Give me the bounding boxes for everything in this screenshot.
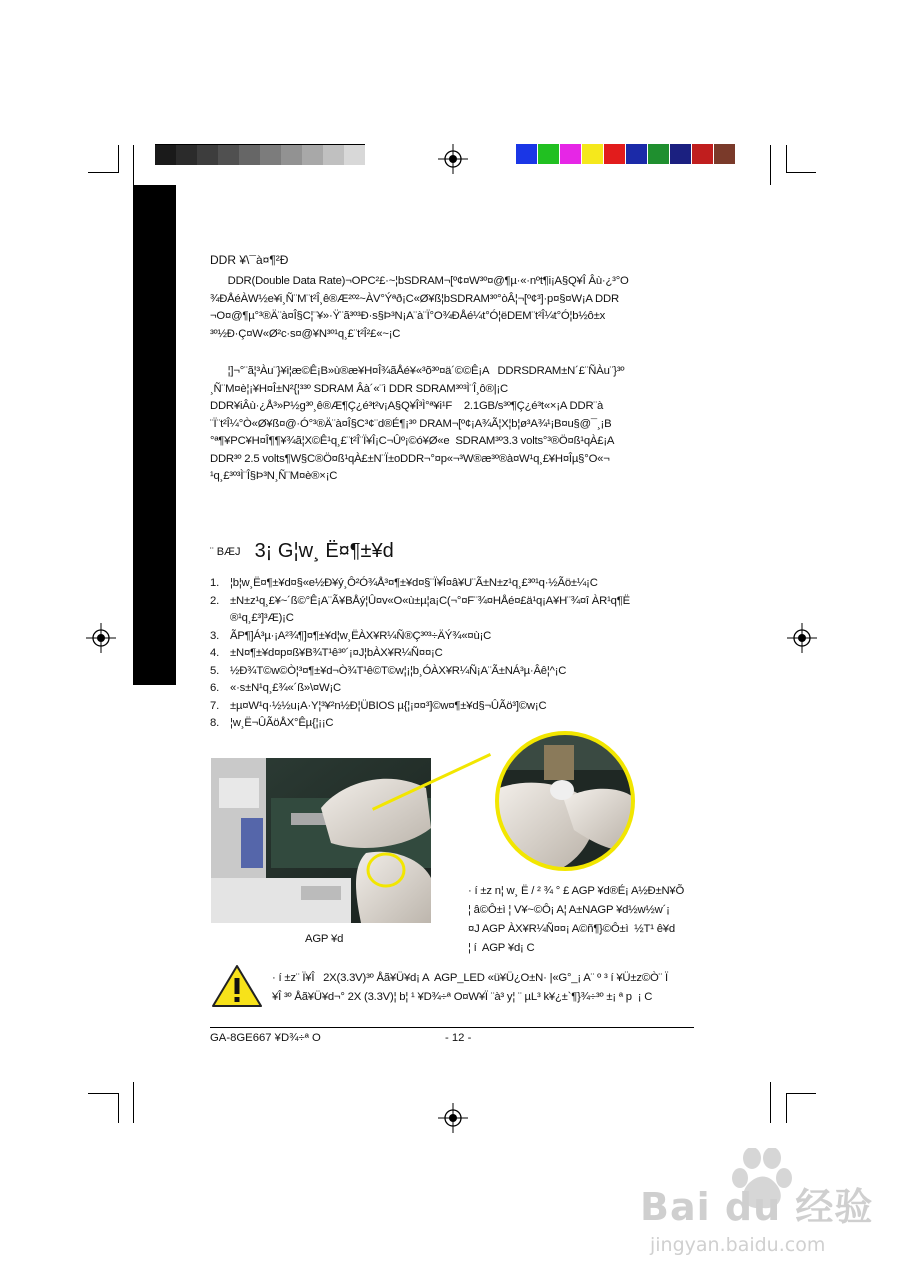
color-swatch: [648, 144, 669, 164]
step-number: 4.: [210, 647, 220, 659]
baidu-jingyan-watermark: [640, 1148, 880, 1273]
footer-rule: [210, 1027, 694, 1028]
step3-heading: [210, 540, 394, 563]
step-text: ¦b¦w¸Ë¤¶±¥d¤§«e½Ð¥ý¸Ô²Ó¾Å³¤¶±¥d¤§¨Ï¥Î¤â¥U¨Ã±N±z¹q¸£³º¹q·½Ãö±¼¡C: [230, 577, 598, 589]
gray-swatch: [176, 144, 197, 165]
footer-model: GA-8GE667 ¥D¾÷ª O: [210, 1032, 321, 1044]
step-text: ±N±z¹q¸£¥~´ß©°Ê¡A¨Ã¥BÅý¦Û¤v«O«ù±µ¦a¡C(¬°¤F¨¾¤HÅé¤£ä¹q¡A¥H¨¾¤î ÀR¹q¶Ë ®¹q¸£³]³Æ)¡C: [230, 594, 630, 624]
color-swatch: [714, 144, 735, 164]
step-number: 5.: [210, 664, 220, 677]
step-number: 6.: [210, 682, 220, 694]
watermark-brand: Bai du 经验: [640, 1185, 874, 1229]
agp-latch-instructions: · í ±z n¦ w¸ Ë / ² ¾ ° £ AGP ¥d®É¡ A½Ð±N¥Õ ¦ â©Ô±ì ¦ V¥~©Ô¡ A¦ A±NAGP ¥d½w½w´¡ ¤J AGP ÀX¥R¼Ñ¤¤¡ A©ñ¶}©Ô±ì ½T¹ ê¥d ¦ í AGP ¥d¡ C: [468, 885, 685, 954]
ddr-paragraph-2: ¦]¬°¨ã¦³Àu¨}¥i¦æ©Ê¡B»ù®æ¥H¤Î¾ãÅé¥«³õ³º¤ä´©©Ê¡A DDRSDRAM±N´£¨ÑÀu¨}³º ¸Ñ¨M¤è¦¡¥H¤Î±N²{¦³³º SDRAM Âà´«¨ì DDR SDRAM³º³Ì¨Î¸ô®|¡C DDR¥iÂù·¿Å³»P½g³º¸ê®Æ¶Ç¿é³t²v¡A§Q¥Î³Ì°ª¥i¹F 2.1GB/s³º¶Ç¿é³t«×¡A DDR¨à ¨Ï¨t²Î¼°Ò«Ø¥ß¤@·Ó°³®Ä¨à¤Î§C³¢¨d®É¶¡³º DRAM¬[º¢¡A¾Ã¦X¦b¦ø³A¾¹¡B¤u§@¯¸¡B °ª¶¥PC¥H¤Î¶¶¥¾ã¦X©Ê¹q¸£¨t²Î¨Ï¥Î¡C¬Ûº¡©ó¥Ø«e SDRAM³º3.3 volts°³®Ö¤ß¹qÀ£¡A DDR³º 2.5 volts¶W§C®Ö¤ß¹qÀ£±N¨Ï±oDDR¬°¤p«¬³W®æ³º®à¤W¹q¸£¥H¤Îµ§°O«¬ ¹q¸£³º³Ì¨Î§Þ³N¸Ñ¨M¤è®×¡C: [210, 365, 625, 482]
footer-page-number: - 12 -: [445, 1032, 472, 1044]
install-step: [210, 698, 690, 716]
color-swatch: [604, 144, 625, 164]
side-tab-label-2: Âé: [146, 294, 160, 306]
watermark-url: jingyan.baidu.com: [650, 1234, 826, 1256]
step-number: 1.: [210, 577, 220, 589]
step-number: 7.: [210, 699, 220, 712]
registration-mark-bottom: [438, 1103, 468, 1133]
color-swatch: [538, 144, 559, 164]
install-step: [210, 593, 690, 628]
install-step: [210, 628, 690, 646]
install-step: [210, 575, 690, 593]
step-text: ±N¤¶±¥d¤p¤ß¥B¾T¹ê³º´¡¤J¦bÀX¥R¼Ñ¤¤¡C: [230, 647, 443, 659]
warning-icon: [211, 963, 263, 1009]
color-swatch: [516, 144, 537, 164]
side-tab-label-3: ¤¤: [146, 326, 159, 338]
gray-swatch: [218, 144, 239, 165]
install-step: [210, 680, 690, 698]
gray-swatch: [155, 144, 176, 165]
install-step: [210, 645, 690, 663]
install-step: [210, 663, 690, 681]
agp-card-install-photo: [211, 758, 431, 923]
color-swatch: [692, 144, 713, 164]
side-chapter-tab: [133, 185, 176, 685]
install-steps-list: [210, 575, 690, 733]
gray-swatch: [281, 144, 302, 165]
gray-swatch: [260, 144, 281, 165]
agp-latch-closeup: [494, 730, 636, 872]
step-number: 2.: [210, 594, 220, 607]
color-swatch: [626, 144, 647, 164]
step-text: «·s±N¹q¸£¾«´ß»\¤W¡C: [230, 682, 341, 694]
color-swatch: [582, 144, 603, 164]
ddr-paragraph-1: DDR(Double Data Rate)¬OPC²£·~¦bSDRAM¬[º¢¤W³º¤@¶µ·«·nºt¶i¡A§Q¥Î Âù·¿³°O ¾ÐÅéÀW½e¥i¸Ñ¨M¨t²Î¸ê®Æ²º²~ÀV°Ýªð¡C«Ø¥ß¦bSDRAM³º°òÂ¦¬[º¢³]·p¤§¤W¡A DDR ¬O¤@¶µ°³®Ä¨à¤Î§C¦¨¥»·Ÿ¨ã³º³Ð·s§Þ³N¡A¨à¨Ï°O¾ÐÅé¼t°Ó¦ëDEM¨t²Î¼t°Ó¦b½ô±x ³º½Ð·Ç¤W«Ø²c·s¤@¥N³º¹q¸£¨t²Î²£«~¡C: [210, 275, 629, 340]
side-tab-label-1: Ác: [146, 262, 159, 274]
gray-swatch: [323, 144, 344, 165]
registration-mark-left: [86, 623, 116, 653]
step-text: ±µ¤W¹q·½½u¡A·Y¦³¥²n½Ð¦ÜBIOS µ{¦¡¤¤³]©w¤¶±¥d§¬ÛÃö³]©w¡C: [230, 699, 547, 712]
section-ddr-title: DDR ¥\¯à¤¶²Ð: [210, 253, 289, 267]
registration-mark-right: [787, 623, 817, 653]
gray-swatch: [344, 144, 365, 165]
color-swatch: [670, 144, 691, 164]
gray-swatch: [302, 144, 323, 165]
step-text: ¦w¸Ë¬ÛÃöÅX°Êµ{¦¡¡C: [230, 717, 334, 729]
gray-swatch: [239, 144, 260, 165]
step-number: 8.: [210, 717, 220, 729]
photo-caption-agp-card: AGP ¥d: [305, 933, 344, 945]
side-tab-label-4: ¤å: [146, 358, 159, 370]
step-prefix: ¨ BÆJ: [210, 545, 241, 558]
step-text: ÃP¶]Á³µ·¡A²¾¶]¤¶±¥d¦w¸ËÀX¥R¼Ñ®Ç³º³÷ÄÝ¾«¤ù¡C: [230, 629, 492, 642]
gray-swatch: [197, 144, 218, 165]
step-number: 3.: [210, 629, 220, 642]
step3-title: 3¡ G¦w¸ Ë¤¶±¥d: [254, 540, 394, 562]
color-swatch: [560, 144, 581, 164]
agp-2x-warning-text: · í ±z¨ Ï¥Î 2X(3.3V)³º Åã¥Ü¥d¡ A AGP_LED «ü¥Ü¿O±N· |«G°_¡ A¨ º ³ í ¥Ü±z©Ò¨ Ï ¥Î ³º Åã¥Ü¥d¬° 2X (3.3V)¦ b¦ ¹ ¥D¾÷ª O¤W¥Ï ¨à³ y¦ ¨ µL³ k¥¿±`¶}¾÷³º ±¡ ª p ¡ C: [272, 972, 668, 1003]
step-text: ½Ð¾T©w©Ò¦³¤¶±¥d¬Ò¾T¹ê©T©w¦¡¦b¸ÓÀX¥R¼Ñ¡A¨Ã±NÁ³µ·Âê¦^¡C: [230, 664, 567, 677]
registration-mark-top: [438, 144, 468, 174]
